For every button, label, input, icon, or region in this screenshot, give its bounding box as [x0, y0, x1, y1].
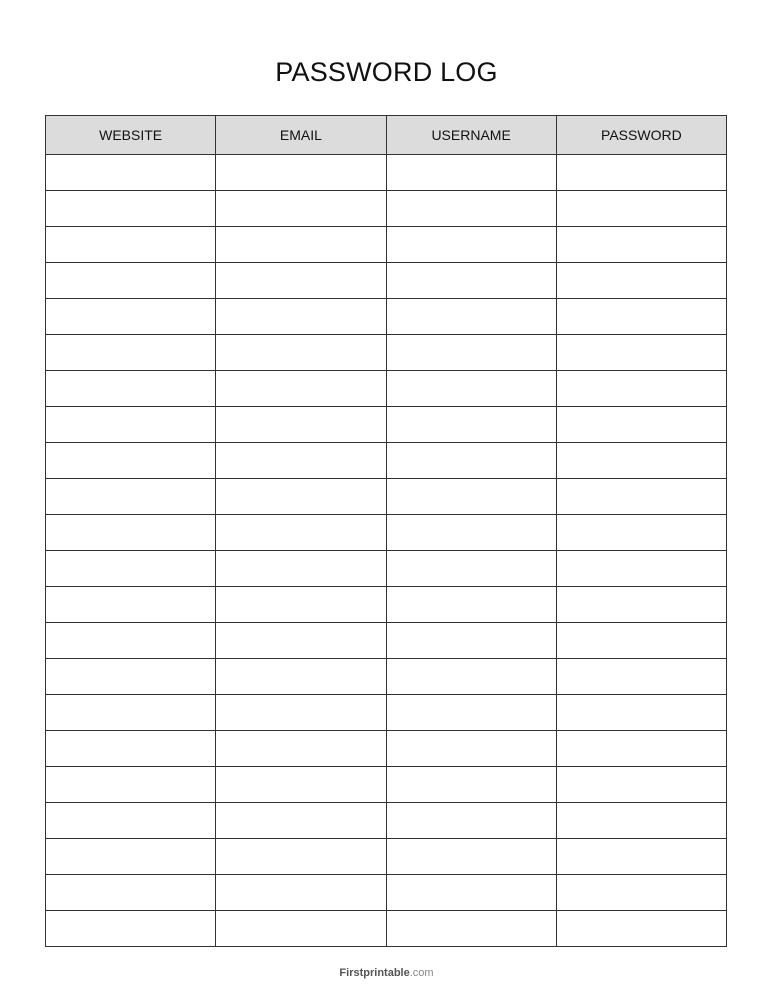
page-title: PASSWORD LOG — [275, 57, 498, 87]
table-row — [46, 263, 727, 299]
password-cell[interactable] — [556, 263, 726, 299]
website-cell[interactable] — [46, 443, 216, 479]
email-cell[interactable] — [216, 803, 386, 839]
email-cell[interactable] — [216, 911, 386, 947]
column-header-username: USERNAME — [386, 116, 556, 155]
table-row — [46, 695, 727, 731]
password-cell[interactable] — [556, 515, 726, 551]
username-cell[interactable] — [386, 443, 556, 479]
username-cell[interactable] — [386, 587, 556, 623]
website-cell[interactable] — [46, 299, 216, 335]
website-cell[interactable] — [46, 191, 216, 227]
table-row — [46, 839, 727, 875]
username-cell[interactable] — [386, 695, 556, 731]
website-cell[interactable] — [46, 623, 216, 659]
website-cell[interactable] — [46, 695, 216, 731]
website-cell[interactable] — [46, 515, 216, 551]
website-cell[interactable] — [46, 839, 216, 875]
email-cell[interactable] — [216, 191, 386, 227]
table-row — [46, 155, 727, 191]
table-row — [46, 371, 727, 407]
password-log-table — [45, 115, 727, 947]
username-cell[interactable] — [386, 875, 556, 911]
website-cell[interactable] — [46, 767, 216, 803]
password-cell[interactable] — [556, 659, 726, 695]
email-cell[interactable] — [216, 299, 386, 335]
email-cell[interactable] — [216, 407, 386, 443]
email-cell[interactable] — [216, 767, 386, 803]
password-cell[interactable] — [556, 335, 726, 371]
email-cell[interactable] — [216, 731, 386, 767]
password-cell[interactable] — [556, 587, 726, 623]
table-row — [46, 227, 727, 263]
username-cell[interactable] — [386, 299, 556, 335]
website-cell[interactable] — [46, 911, 216, 947]
password-cell[interactable] — [556, 623, 726, 659]
table-row — [46, 803, 727, 839]
password-cell[interactable] — [556, 695, 726, 731]
username-cell[interactable] — [386, 407, 556, 443]
email-cell[interactable] — [216, 695, 386, 731]
password-cell[interactable] — [556, 875, 726, 911]
password-cell[interactable] — [556, 299, 726, 335]
website-cell[interactable] — [46, 659, 216, 695]
table-row — [46, 587, 727, 623]
website-cell[interactable] — [46, 371, 216, 407]
table-row — [46, 623, 727, 659]
footer-tld: .com — [409, 967, 434, 979]
table-row — [46, 191, 727, 227]
website-cell[interactable] — [46, 263, 216, 299]
username-cell[interactable] — [386, 371, 556, 407]
website-cell[interactable] — [46, 875, 216, 911]
column-header-website: WEBSITE — [46, 116, 216, 155]
website-cell[interactable] — [46, 731, 216, 767]
password-cell[interactable] — [556, 839, 726, 875]
table-row — [46, 335, 727, 371]
username-cell[interactable] — [386, 911, 556, 947]
table-row — [46, 479, 727, 515]
table-row — [46, 767, 727, 803]
username-cell[interactable] — [386, 515, 556, 551]
username-cell[interactable] — [386, 803, 556, 839]
email-cell[interactable] — [216, 623, 386, 659]
website-cell[interactable] — [46, 479, 216, 515]
email-cell[interactable] — [216, 875, 386, 911]
password-cell[interactable] — [556, 155, 726, 191]
website-cell[interactable] — [46, 335, 216, 371]
username-cell[interactable] — [386, 659, 556, 695]
password-cell[interactable] — [556, 911, 726, 947]
password-cell[interactable] — [556, 227, 726, 263]
password-cell[interactable] — [556, 803, 726, 839]
password-cell[interactable] — [556, 191, 726, 227]
email-cell[interactable] — [216, 371, 386, 407]
username-cell[interactable] — [386, 839, 556, 875]
website-cell[interactable] — [46, 155, 216, 191]
website-cell[interactable] — [46, 587, 216, 623]
email-cell[interactable] — [216, 551, 386, 587]
table-row — [46, 659, 727, 695]
footer-brand: Firstprintable — [339, 967, 410, 979]
email-cell[interactable] — [216, 515, 386, 551]
table-row — [46, 407, 727, 443]
username-cell[interactable] — [386, 227, 556, 263]
table-row — [46, 299, 727, 335]
table-header-row — [46, 116, 727, 155]
email-cell[interactable] — [216, 587, 386, 623]
table-row — [46, 515, 727, 551]
website-cell[interactable] — [46, 227, 216, 263]
password-cell[interactable] — [556, 767, 726, 803]
table-body — [46, 155, 727, 947]
password-cell[interactable] — [556, 731, 726, 767]
table-row — [46, 731, 727, 767]
username-cell[interactable] — [386, 623, 556, 659]
table-row — [46, 443, 727, 479]
email-cell[interactable] — [216, 479, 386, 515]
column-header-email: EMAIL — [216, 116, 386, 155]
website-cell[interactable] — [46, 407, 216, 443]
username-cell[interactable] — [386, 191, 556, 227]
username-cell[interactable] — [386, 767, 556, 803]
website-cell[interactable] — [46, 803, 216, 839]
email-cell[interactable] — [216, 443, 386, 479]
password-cell[interactable] — [556, 479, 726, 515]
username-cell[interactable] — [386, 551, 556, 587]
website-cell[interactable] — [46, 551, 216, 587]
table-row — [46, 551, 727, 587]
email-cell[interactable] — [216, 839, 386, 875]
password-cell[interactable] — [556, 407, 726, 443]
email-cell[interactable] — [216, 155, 386, 191]
username-cell[interactable] — [386, 731, 556, 767]
email-cell[interactable] — [216, 227, 386, 263]
username-cell[interactable] — [386, 479, 556, 515]
table-row — [46, 875, 727, 911]
email-cell[interactable] — [216, 263, 386, 299]
password-cell[interactable] — [556, 551, 726, 587]
email-cell[interactable] — [216, 335, 386, 371]
username-cell[interactable] — [386, 155, 556, 191]
password-cell[interactable] — [556, 443, 726, 479]
username-cell[interactable] — [386, 263, 556, 299]
footer-watermark — [0, 967, 773, 979]
table-row — [46, 911, 727, 947]
column-header-password: PASSWORD — [556, 116, 726, 155]
email-cell[interactable] — [216, 659, 386, 695]
password-cell[interactable] — [556, 371, 726, 407]
username-cell[interactable] — [386, 335, 556, 371]
